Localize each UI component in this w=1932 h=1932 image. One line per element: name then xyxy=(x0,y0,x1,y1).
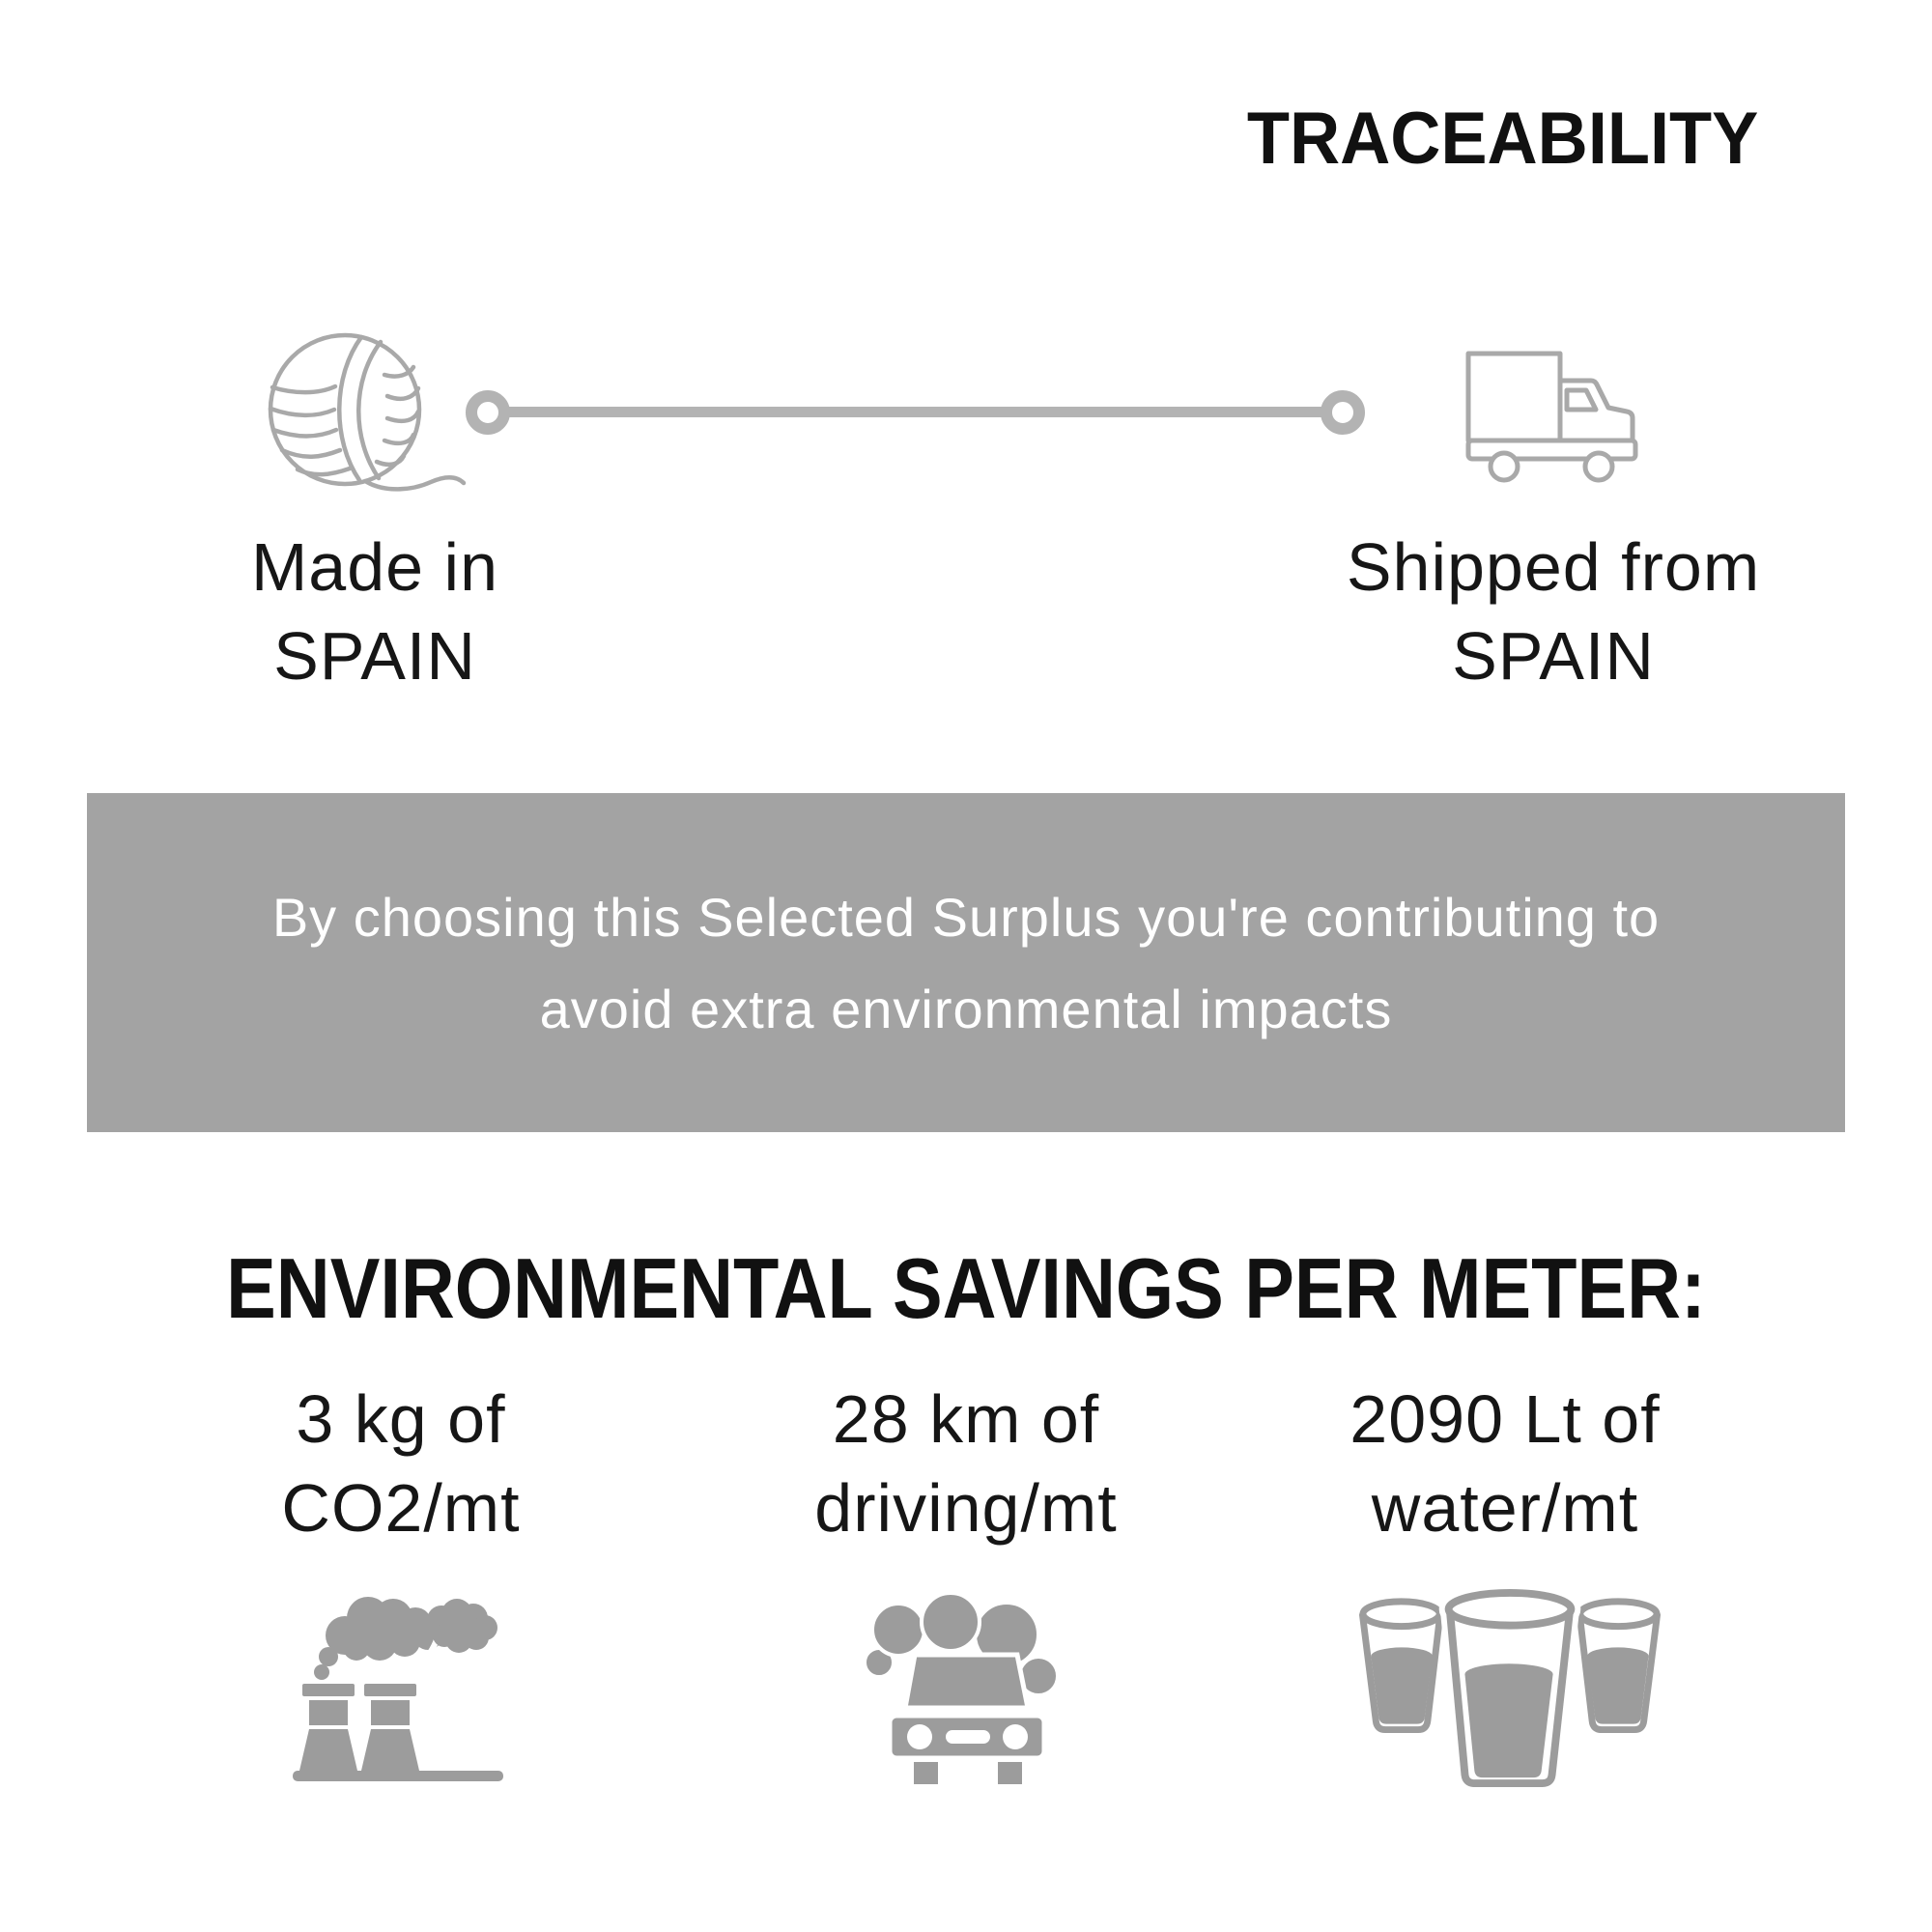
saving-co2-line1: 3 kg of xyxy=(296,1381,506,1457)
route-origin-point xyxy=(466,390,510,435)
page-title: TRACEABILITY xyxy=(1246,98,1758,180)
destination-label xyxy=(1341,523,1766,700)
savings-heading: ENVIRONMENTAL SAVINGS PER METER: xyxy=(226,1240,1706,1336)
route-destination-point xyxy=(1321,390,1365,435)
saving-water-line2: water/mt xyxy=(1371,1470,1639,1546)
route-connector-line xyxy=(488,407,1343,417)
origin-line2: SPAIN xyxy=(273,618,476,694)
origin-label xyxy=(162,523,587,700)
destination-line2: SPAIN xyxy=(1452,618,1655,694)
saving-water-line1: 2090 Lt of xyxy=(1350,1381,1661,1457)
car-exhaust-icon xyxy=(860,1591,1072,1789)
saving-driving-line2: driving/mt xyxy=(814,1470,1118,1546)
saving-water-label xyxy=(1283,1375,1727,1552)
saving-co2-label xyxy=(179,1375,623,1552)
banner-text-line1: By choosing this Selected Surplus you're contributing to xyxy=(271,886,1661,948)
yarn-ball-icon xyxy=(261,327,493,500)
banner-text-line2: avoid extra environmental impacts xyxy=(539,978,1393,1039)
sustainability-banner xyxy=(87,793,1845,1132)
saving-driving-line1: 28 km of xyxy=(832,1381,1100,1457)
saving-driving-label xyxy=(744,1375,1188,1552)
destination-line1: Shipped from xyxy=(1346,529,1761,605)
factory-emissions-icon xyxy=(287,1591,509,1789)
saving-co2-line2: CO2/mt xyxy=(281,1470,521,1546)
origin-line1: Made in xyxy=(250,529,499,605)
delivery-truck-icon xyxy=(1444,340,1662,495)
water-glasses-icon xyxy=(1356,1588,1663,1789)
